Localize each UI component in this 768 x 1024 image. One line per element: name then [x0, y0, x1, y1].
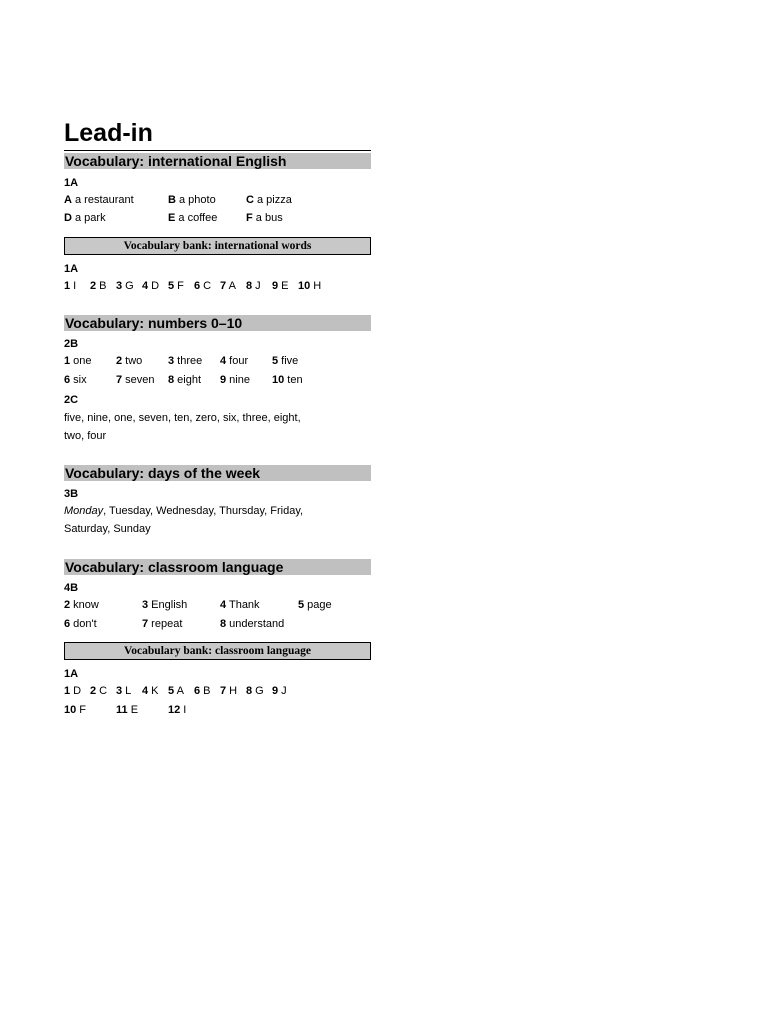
- answer-item: 2 C: [90, 685, 108, 697]
- answer-item: 5 page: [298, 599, 332, 611]
- vocabulary-bank-box: Vocabulary bank: classroom language: [64, 642, 371, 660]
- answer-item: A a restaurant: [64, 194, 134, 206]
- answer-text: Saturday, Sunday: [64, 523, 151, 535]
- answer-row: [64, 192, 371, 208]
- answer-row: [64, 702, 371, 718]
- answer-item: 2 know: [64, 599, 99, 611]
- section-heading-text: Vocabulary: days of the week: [65, 465, 261, 481]
- answer-item: 1 I: [64, 280, 77, 292]
- page-title: Lead-in: [64, 119, 153, 147]
- answer-item: 2 two: [116, 355, 143, 367]
- answer-item: 1 D: [64, 685, 82, 697]
- section-heading-classroom-language: [64, 559, 371, 575]
- answer-item: 7 repeat: [142, 618, 183, 630]
- section-heading-text: Vocabulary: classroom language: [65, 559, 284, 575]
- answer-item: 6 six: [64, 374, 87, 386]
- answer-item: 6 C: [194, 280, 212, 292]
- section-heading-text: Vocabulary: international English: [65, 153, 287, 169]
- answer-item: 6 B: [194, 685, 211, 697]
- answer-item: B a photo: [168, 194, 216, 206]
- answer-item: 7 A: [220, 280, 236, 292]
- answer-row: [64, 683, 371, 699]
- vocabulary-bank-box: Vocabulary bank: international words: [64, 237, 371, 255]
- answer-text: Monday, Tuesday, Wednesday, Thursday, Friday,: [64, 505, 304, 517]
- answer-row: [64, 597, 371, 613]
- answer-item: 5 F: [168, 280, 184, 292]
- section-heading-international-english: [64, 153, 371, 169]
- answer-item: 3 G: [116, 280, 134, 292]
- answer-item: 9 E: [272, 280, 289, 292]
- answer-item: 5 A: [168, 685, 184, 697]
- answer-item: 3 L: [116, 685, 132, 697]
- answer-row: [64, 372, 371, 388]
- answer-item: 7 seven: [116, 374, 155, 386]
- answer-item: 4 K: [142, 685, 159, 697]
- answer-item: 3 three: [168, 355, 203, 367]
- answer-item: 7 H: [220, 685, 238, 697]
- section-heading-text: Vocabulary: numbers 0–10: [65, 315, 243, 331]
- exercise-label: 2B: [64, 338, 79, 350]
- answer-item: D a park: [64, 212, 106, 224]
- exercise-label: 1A: [64, 263, 79, 275]
- answer-text: two, four: [64, 430, 107, 442]
- exercise-label: 3B: [64, 488, 79, 500]
- answer-item: 1 one: [64, 355, 92, 367]
- title-divider: [64, 150, 371, 151]
- answer-item: 4 four: [220, 355, 249, 367]
- answer-item: 8 G: [246, 685, 264, 697]
- answer-item: C a pizza: [246, 194, 292, 206]
- answer-item: 10 F: [64, 704, 87, 716]
- answer-item: 10 ten: [272, 374, 303, 386]
- answer-item: 5 five: [272, 355, 299, 367]
- answer-item: 4 Thank: [220, 599, 260, 611]
- answer-item: 8 eight: [168, 374, 202, 386]
- section-heading-days-of-the-week: [64, 465, 371, 481]
- answer-item: 8 J: [246, 280, 261, 292]
- exercise-label: 4B: [64, 582, 79, 594]
- answer-row: [64, 210, 371, 226]
- answer-row: [64, 616, 371, 632]
- answer-item: 4 D: [142, 280, 160, 292]
- answer-item: 8 understand: [220, 618, 285, 630]
- answer-row: [64, 278, 371, 294]
- exercise-label: 1A: [64, 177, 79, 189]
- section-heading-numbers: [64, 315, 371, 331]
- answer-text: five, nine, one, seven, ten, zero, six, three, eight,: [64, 412, 301, 424]
- answer-row: [64, 353, 371, 369]
- italic-example: Monday: [64, 505, 104, 517]
- answer-item: 9 J: [272, 685, 287, 697]
- answer-item: 2 B: [90, 280, 107, 292]
- answer-item: 11 E: [116, 704, 139, 716]
- answer-item: F a bus: [246, 212, 283, 224]
- exercise-label: 2C: [64, 394, 79, 406]
- answer-item: 3 English: [142, 599, 188, 611]
- answer-item: 12 I: [168, 704, 187, 716]
- answer-item: 6 don't: [64, 618, 97, 630]
- answer-item: 9 nine: [220, 374, 250, 386]
- answer-item: 10 H: [298, 280, 322, 292]
- answer-item: E a coffee: [168, 212, 218, 224]
- exercise-label: 1A: [64, 668, 79, 680]
